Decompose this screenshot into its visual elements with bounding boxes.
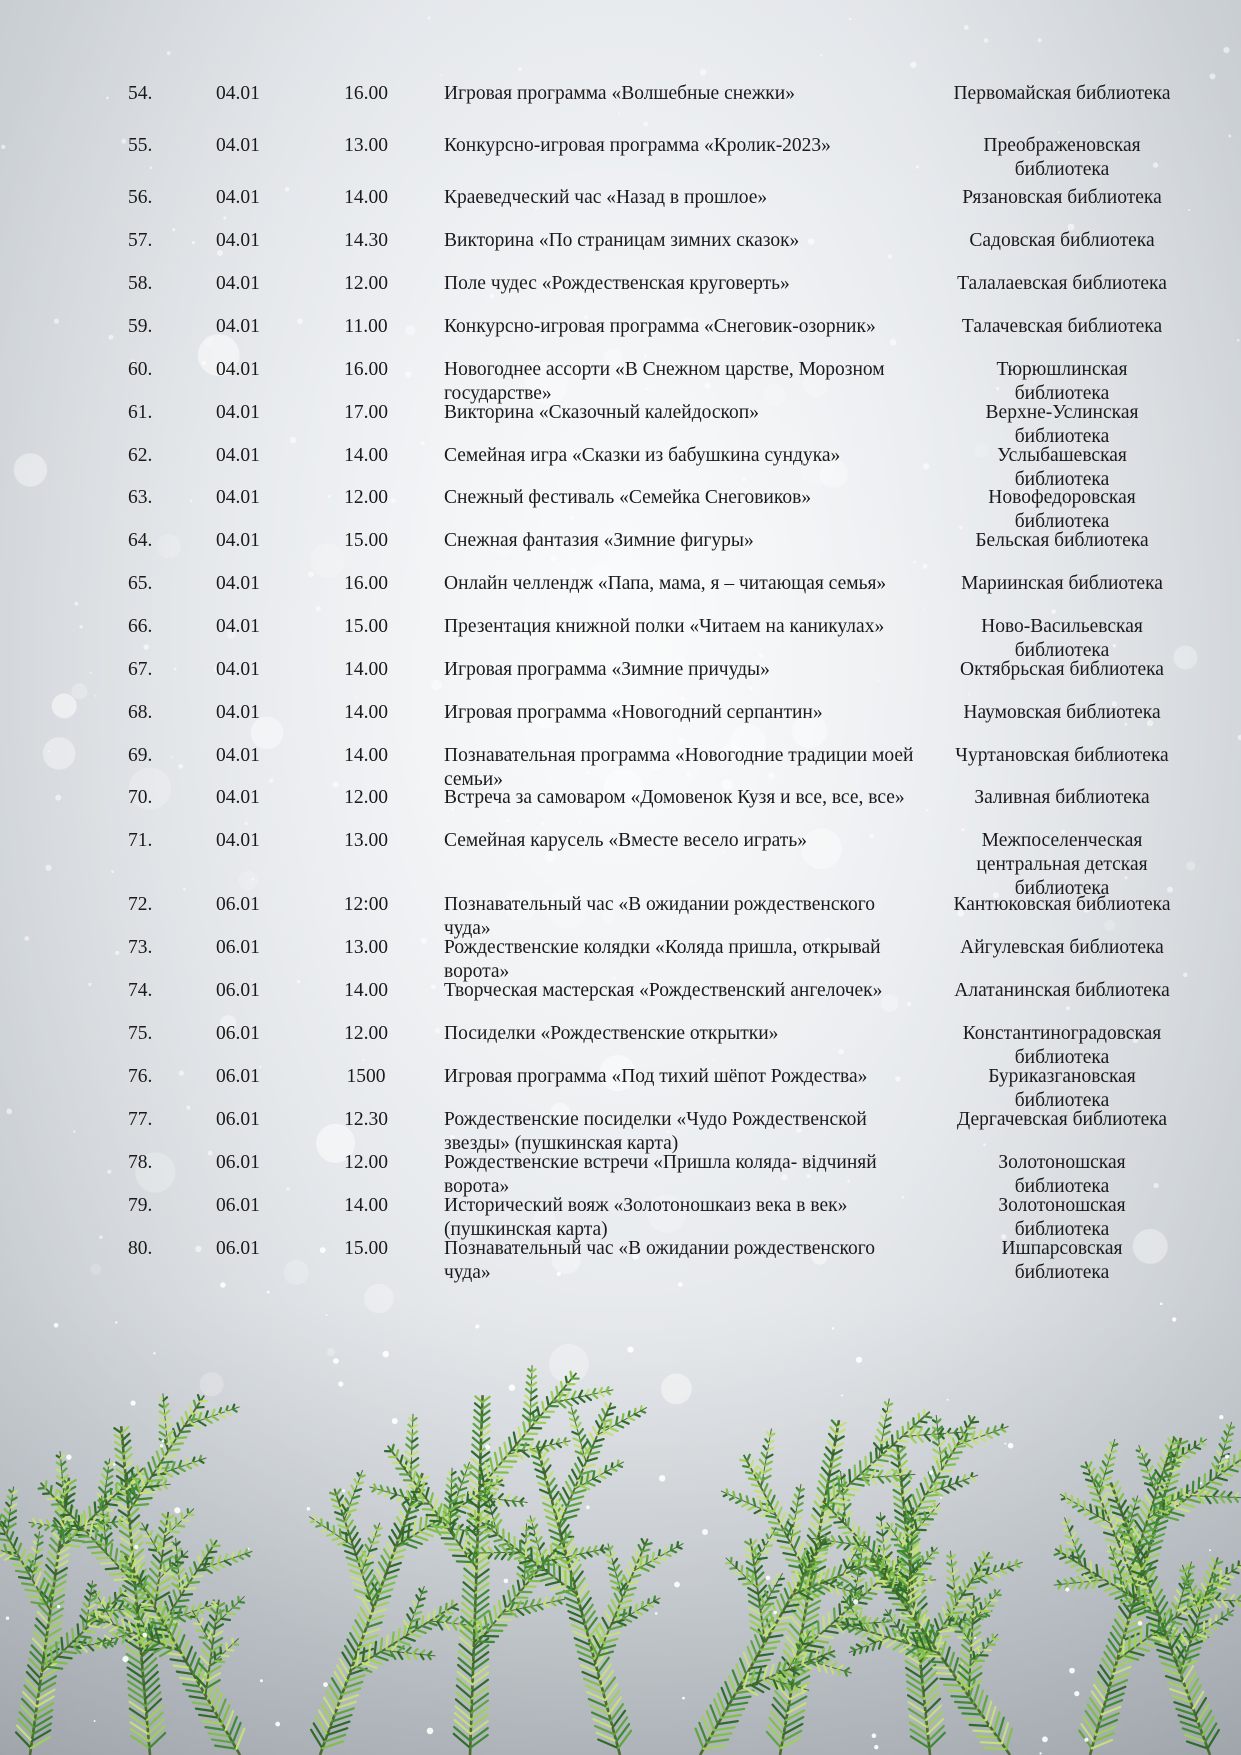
event-date: 04.01	[216, 830, 260, 851]
event-time: 13.00	[344, 937, 388, 958]
library-name: Бельская библиотека	[975, 530, 1149, 551]
row-number: 78.	[128, 1152, 153, 1173]
event-title: Конкурсно-игровая программа «Снеговик-озорник»	[444, 316, 876, 337]
row-number: 76.	[128, 1066, 153, 1087]
library-name: Золотоношская библиотека	[998, 1195, 1126, 1240]
event-date: 04.01	[216, 230, 260, 251]
row-number: 79.	[128, 1195, 153, 1216]
event-date: 06.01	[216, 937, 260, 958]
row-number: 68.	[128, 702, 153, 723]
event-title: Краеведческий час «Назад в прошлое»	[444, 187, 768, 208]
event-time: 14.00	[344, 1195, 388, 1216]
event-title: Рождественские посиделки «Чудо Рождественской звезды» (пушкинская карта)	[444, 1109, 867, 1154]
event-date: 06.01	[216, 980, 260, 1001]
row-number: 67.	[128, 659, 153, 680]
row-number: 66.	[128, 616, 153, 637]
event-title: Презентация книжной полки «Читаем на каникулах»	[444, 616, 885, 637]
event-title: Викторина «Сказочный калейдоскоп»	[444, 402, 759, 423]
library-name: Айгулевская библиотека	[960, 937, 1164, 958]
row-number: 57.	[128, 230, 153, 251]
row-number: 59.	[128, 316, 153, 337]
event-title: Познавательная программа «Новогодние традиции моей семьи»	[444, 745, 914, 790]
event-date: 04.01	[216, 316, 260, 337]
event-title: Викторина «По страницам зимних сказок»	[444, 230, 800, 251]
library-name: Межпоселенческая центральная детская библиотека	[976, 830, 1148, 899]
event-title: Игровая программа «Волшебные снежки»	[444, 83, 795, 104]
library-name: Рязановская библиотека	[962, 187, 1162, 208]
row-number: 77.	[128, 1109, 153, 1130]
row-number: 74.	[128, 980, 153, 1001]
event-time: 15.00	[344, 616, 388, 637]
event-time: 14.00	[344, 659, 388, 680]
row-number: 75.	[128, 1023, 153, 1044]
library-name: Чуртановская библиотека	[955, 745, 1169, 766]
event-time: 15.00	[344, 1238, 388, 1259]
library-name: Константиноградовская библиотека	[962, 1023, 1162, 1068]
library-name: Дергачевская библиотека	[956, 1109, 1168, 1130]
library-name: Новофедоровская библиотека	[988, 487, 1136, 532]
library-name: Буриказгановская библиотека	[988, 1066, 1136, 1111]
library-name: Кантюковская библиотека	[953, 894, 1171, 915]
event-title: Игровая программа «Зимние причуды»	[444, 659, 770, 680]
event-date: 04.01	[216, 135, 260, 156]
row-number: 62.	[128, 445, 153, 466]
event-time: 11.00	[344, 316, 388, 337]
event-date: 04.01	[216, 702, 260, 723]
event-time: 14.00	[344, 702, 388, 723]
library-name: Садовская библиотека	[969, 230, 1155, 251]
event-time: 14.30	[344, 230, 388, 251]
event-date: 06.01	[216, 894, 260, 915]
event-title: Поле чудес «Рождественская круговерть»	[444, 273, 790, 294]
event-date: 04.01	[216, 659, 260, 680]
event-time: 1500	[346, 1066, 386, 1087]
event-date: 06.01	[216, 1238, 260, 1259]
event-time: 12.00	[344, 1023, 388, 1044]
row-number: 71.	[128, 830, 153, 851]
library-name: Первомайская библиотека	[953, 83, 1171, 104]
event-title: Посиделки «Рождественские открытки»	[444, 1023, 779, 1044]
row-number: 72.	[128, 894, 153, 915]
library-name: Ишпарсовская библиотека	[1001, 1238, 1123, 1283]
event-time: 14.00	[344, 745, 388, 766]
event-title: Семейная игра «Сказки из бабушкина сундука»	[444, 445, 841, 466]
event-title: Рождественские встречи «Пришла коляда- відчиняй ворота»	[444, 1152, 877, 1197]
event-title: Конкурсно-игровая программа «Кролик-2023»	[444, 135, 831, 156]
event-title: Исторический вояж «Золотоношкаиз века в век» (пушкинская карта)	[444, 1195, 848, 1240]
event-date: 04.01	[216, 187, 260, 208]
row-number: 73.	[128, 937, 153, 958]
event-date: 04.01	[216, 573, 260, 594]
event-date: 04.01	[216, 273, 260, 294]
event-title: Встреча за самоваром «Домовенок Кузя и все, все, все»	[444, 787, 905, 808]
event-date: 06.01	[216, 1195, 260, 1216]
library-name: Преображеновская библиотека	[983, 135, 1141, 180]
row-number: 54.	[128, 83, 153, 104]
event-title: Рождественские колядки «Коляда пришла, открывай ворота»	[444, 937, 881, 982]
event-date: 06.01	[216, 1023, 260, 1044]
event-date: 06.01	[216, 1109, 260, 1130]
event-title: Онлайн челлендж «Папа, мама, я – читающая семья»	[444, 573, 887, 594]
library-name: Наумовская библиотека	[963, 702, 1161, 723]
event-title: Снежная фантазия «Зимние фигуры»	[444, 530, 754, 551]
library-name: Заливная библиотека	[974, 787, 1150, 808]
row-number: 69.	[128, 745, 153, 766]
event-title: Семейная карусель «Вместе весело играть»	[444, 830, 807, 851]
event-time: 12:00	[343, 894, 389, 915]
event-time: 16.00	[344, 83, 388, 104]
library-name: Талалаевская библиотека	[957, 273, 1167, 294]
row-number: 64.	[128, 530, 153, 551]
row-number: 61.	[128, 402, 153, 423]
row-number: 63.	[128, 487, 153, 508]
library-name: Золотоношская библиотека	[998, 1152, 1126, 1197]
event-time: 13.00	[344, 830, 388, 851]
event-time: 12.30	[344, 1109, 388, 1130]
event-date: 04.01	[216, 359, 260, 380]
event-date: 04.01	[216, 616, 260, 637]
event-time: 17.00	[344, 402, 388, 423]
event-date: 04.01	[216, 530, 260, 551]
library-name: Ново-Васильевская библиотека	[981, 616, 1143, 661]
event-date: 04.01	[216, 487, 260, 508]
event-time: 12.00	[344, 1152, 388, 1173]
event-title: Познавательный час «В ожидании рождественского чуда»	[444, 1238, 875, 1283]
row-number: 80.	[128, 1238, 153, 1259]
row-number: 58.	[128, 273, 153, 294]
row-number: 55.	[128, 135, 153, 156]
event-time: 12.00	[344, 787, 388, 808]
event-title: Творческая мастерская «Рождественский ангелочек»	[444, 980, 883, 1001]
event-time: 16.00	[344, 359, 388, 380]
library-name: Алатанинская библиотека	[954, 980, 1170, 1001]
event-title: Познавательный час «В ожидании рождественского чуда»	[444, 894, 875, 939]
library-name: Верхне-Услинская библиотека	[985, 402, 1139, 447]
event-time: 15.00	[344, 530, 388, 551]
event-time: 14.00	[344, 980, 388, 1001]
library-name: Октябрьская библиотека	[960, 659, 1164, 680]
event-time: 16.00	[344, 573, 388, 594]
event-date: 06.01	[216, 1066, 260, 1087]
event-title: Игровая программа «Новогодний серпантин»	[444, 702, 823, 723]
event-date: 06.01	[216, 1152, 260, 1173]
event-time: 12.00	[344, 273, 388, 294]
row-number: 60.	[128, 359, 153, 380]
row-number: 56.	[128, 187, 153, 208]
row-number: 65.	[128, 573, 153, 594]
library-name: Мариинская библиотека	[961, 573, 1163, 594]
library-name: Талачевская библиотека	[961, 316, 1163, 337]
library-name: Тюрюшлинская библиотека	[996, 359, 1128, 404]
event-date: 04.01	[216, 402, 260, 423]
row-number: 70.	[128, 787, 153, 808]
event-time: 14.00	[344, 445, 388, 466]
library-name: Услыбашевская библиотека	[997, 445, 1127, 490]
event-time: 13.00	[344, 135, 388, 156]
event-title: Игровая программа «Под тихий шёпот Рождества»	[444, 1066, 868, 1087]
event-date: 04.01	[216, 83, 260, 104]
event-time: 12.00	[344, 487, 388, 508]
event-date: 04.01	[216, 745, 260, 766]
event-date: 04.01	[216, 445, 260, 466]
event-title: Новогоднее ассорти «В Снежном царстве, Морозном государстве»	[444, 359, 885, 404]
event-date: 04.01	[216, 787, 260, 808]
event-time: 14.00	[344, 187, 388, 208]
event-title: Снежный фестиваль «Семейка Снеговиков»	[444, 487, 812, 508]
